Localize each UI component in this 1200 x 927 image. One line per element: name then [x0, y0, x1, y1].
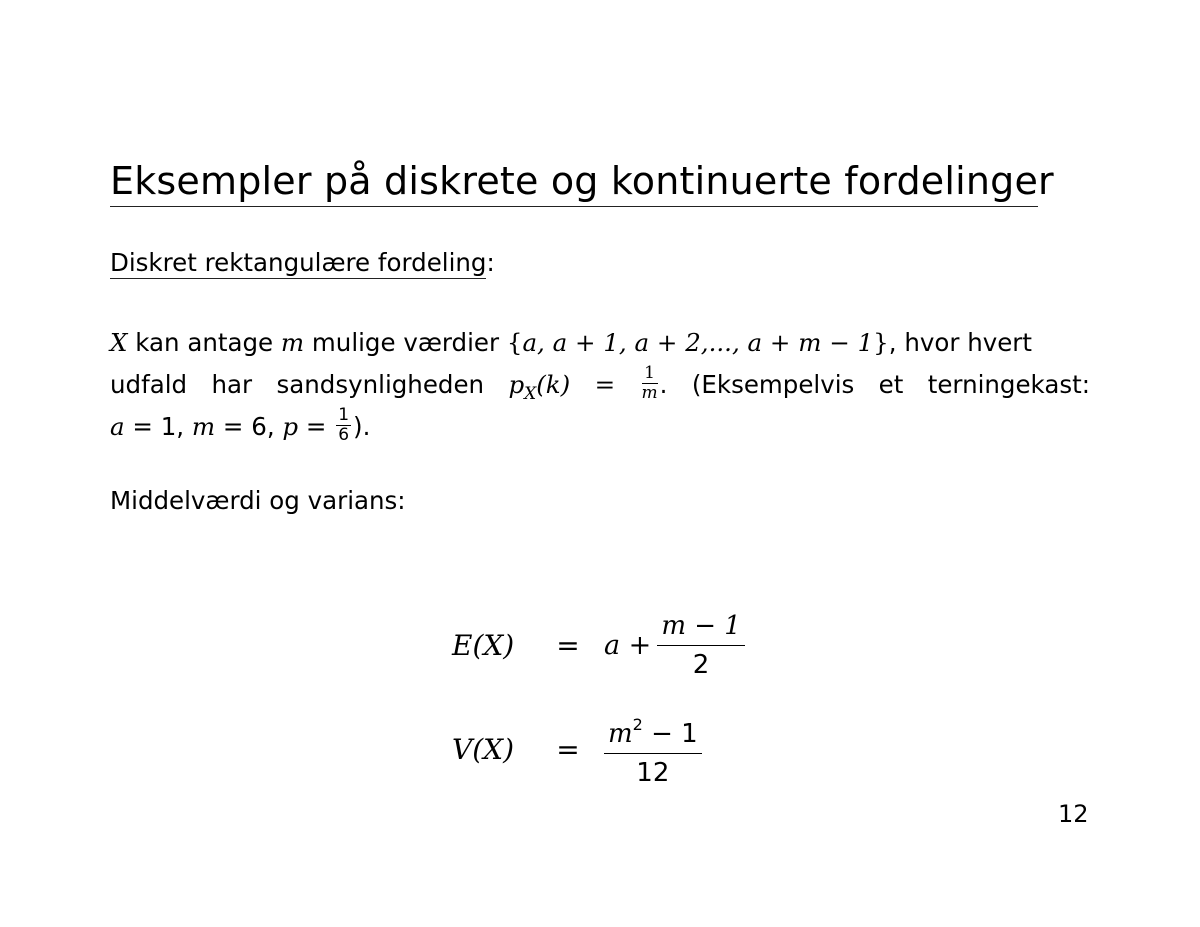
equation-lhs: V(X) — [452, 732, 515, 766]
equation-fraction — [657, 611, 745, 680]
text: udfald — [110, 370, 188, 399]
math-pmf — [508, 364, 570, 406]
text: har — [211, 370, 253, 399]
fraction-denominator: m — [641, 382, 658, 403]
text: = 6, — [215, 412, 283, 441]
definition-paragraph — [110, 322, 1090, 448]
text: ). — [353, 412, 371, 441]
equation-rhs-prefix: a + — [604, 629, 652, 661]
numerator-text: m − 1 — [661, 610, 741, 641]
math-brace-close: } — [873, 328, 889, 357]
fraction-denominator: 2 — [692, 649, 710, 680]
subheading-text: Diskret rektangulære fordeling — [110, 248, 487, 277]
equation-block — [452, 600, 745, 794]
slide-title: Eksempler på diskrete og kontinuerte fordelinger — [110, 158, 1038, 207]
numerator-base: m — [608, 719, 633, 749]
paragraph-line-2 — [110, 364, 1090, 406]
subheading-colon: : — [486, 248, 495, 277]
text: , hvor hvert — [888, 328, 1032, 357]
math-var-a: a — [110, 412, 125, 441]
equation-rhs — [604, 611, 745, 680]
text: sandsynligheden — [276, 370, 485, 399]
math-fraction-1-over-m — [640, 364, 668, 406]
fraction-denominator: 6 — [338, 424, 350, 445]
paragraph-line-3 — [110, 406, 1090, 448]
equation-expected-value — [452, 600, 745, 690]
math-arg-k: (k) — [536, 370, 571, 399]
equation-fraction — [604, 710, 702, 788]
math-var-p: p — [282, 412, 299, 441]
text: mulige værdier — [304, 328, 507, 357]
equation-equals: = — [556, 628, 580, 662]
fraction-numerator: 1 — [338, 404, 350, 425]
paragraph-line-1 — [110, 322, 1090, 364]
math-var-p: p — [508, 370, 525, 399]
fraction-numerator: 1 — [642, 365, 658, 384]
page-number: 12 — [1058, 800, 1089, 828]
text: terningekast: — [927, 370, 1090, 399]
math-var-m: m — [191, 412, 216, 441]
math-subscript-X: X — [524, 384, 537, 404]
math-equals: = — [594, 370, 616, 399]
section-heading-mean-variance: Middelværdi og varians: — [110, 486, 406, 515]
equation-lhs: E(X) — [452, 628, 515, 662]
math-var-X: X — [110, 328, 128, 357]
math-brace-open: { — [506, 328, 523, 357]
section-heading-discrete-rectangular — [110, 248, 495, 278]
equation-equals: = — [556, 732, 580, 766]
fraction-numerator — [657, 611, 745, 646]
fraction-numerator — [604, 710, 702, 754]
text: . — [659, 370, 668, 399]
math-value-set: a, a + 1, a + 2,..., a + m − 1 — [522, 328, 874, 357]
numerator-rest: − 1 — [642, 719, 698, 749]
text: = 1, — [124, 412, 192, 441]
fraction-denominator: 12 — [636, 758, 670, 788]
equation-rhs — [604, 710, 702, 788]
text: et — [878, 370, 904, 399]
equation-variance — [452, 704, 745, 794]
numerator-exponent: 2 — [632, 715, 643, 734]
math-fraction-1-over-6 — [336, 404, 351, 445]
text: kan antage — [127, 328, 281, 357]
text: (Eksempelvis — [691, 370, 855, 399]
text: = — [298, 412, 335, 441]
math-var-m: m — [280, 328, 305, 357]
